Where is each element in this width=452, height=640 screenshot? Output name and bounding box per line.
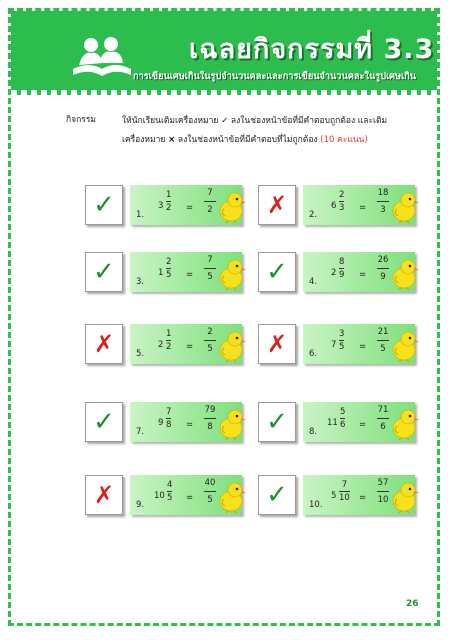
answer-mark-box[interactable] xyxy=(85,252,123,292)
fraction-numerator: 3 xyxy=(339,329,345,339)
equals-sign: = xyxy=(186,493,194,503)
equals-sign: = xyxy=(359,203,367,213)
fraction-bar xyxy=(339,491,350,492)
question-box xyxy=(303,402,415,442)
fraction-numerator: 2 xyxy=(207,327,213,337)
fraction-bar xyxy=(339,201,344,202)
cross-mark-icon: ✗ xyxy=(266,330,288,358)
fraction-bar xyxy=(377,491,389,492)
fraction-bar xyxy=(377,201,389,202)
fraction-denominator: 2 xyxy=(207,205,213,215)
question-number: 4. xyxy=(309,277,318,287)
answer-mark-box[interactable] xyxy=(258,324,296,364)
cross-mark-icon: ✗ xyxy=(266,191,288,219)
fraction-bar xyxy=(204,418,216,419)
check-mark-icon: ✓ xyxy=(93,257,115,287)
fraction-numerator: 5 xyxy=(340,407,346,417)
mixed-fraction xyxy=(167,480,172,503)
fraction-numerator: 57 xyxy=(377,478,389,488)
whole-number: 5 xyxy=(331,491,337,501)
question-number: 5. xyxy=(136,349,145,359)
mixed-fraction xyxy=(166,190,171,213)
fraction-denominator: 5 xyxy=(166,270,172,280)
equals-sign: = xyxy=(359,493,367,503)
check-mark-icon: ✓ xyxy=(93,407,115,437)
answer-mark-box[interactable] xyxy=(258,185,296,225)
improper-fraction xyxy=(377,188,389,215)
question-box xyxy=(303,475,415,515)
fraction-denominator: 9 xyxy=(339,270,345,280)
answer-mark-box[interactable] xyxy=(258,252,296,292)
improper-fraction xyxy=(377,327,389,354)
fraction-denominator: 8 xyxy=(166,420,172,430)
fraction-denominator: 10 xyxy=(377,495,389,505)
whole-number: 10 xyxy=(154,491,165,501)
chick-icon xyxy=(389,330,419,362)
fraction-bar xyxy=(166,418,171,419)
header-banner xyxy=(11,11,437,95)
exercise-item xyxy=(258,322,440,366)
improper-fraction xyxy=(377,255,389,282)
mixed-fraction xyxy=(339,257,344,280)
fraction-numerator: 18 xyxy=(377,188,389,198)
question-number: 9. xyxy=(136,500,145,510)
question-number: 6. xyxy=(309,349,318,359)
exercise-item xyxy=(85,250,267,294)
fraction-denominator: 5 xyxy=(167,493,173,503)
fraction-bar xyxy=(166,268,171,269)
fraction-bar xyxy=(340,418,345,419)
fraction-bar xyxy=(339,340,344,341)
fraction-bar xyxy=(377,268,389,269)
exercise-item xyxy=(85,183,267,227)
whole-number: 9 xyxy=(158,418,164,428)
fraction-numerator: 40 xyxy=(204,478,216,488)
whole-number: 3 xyxy=(158,201,164,211)
improper-fraction xyxy=(377,405,389,432)
instruction-line1-pre: ให้นักเรียนเติมเครื่องหมาย xyxy=(122,116,219,126)
instruction-line1-post: ลงในช่องหน้าข้อที่มีคำตอบถูกต้อง และเติม xyxy=(230,116,388,126)
fraction-numerator: 1 xyxy=(166,190,172,200)
banner-divider xyxy=(11,90,437,95)
improper-fraction xyxy=(204,478,216,505)
equals-sign: = xyxy=(359,342,367,352)
fraction-numerator: 2 xyxy=(166,257,172,267)
fraction-bar xyxy=(204,340,216,341)
improper-fraction xyxy=(204,327,216,354)
fraction-numerator: 8 xyxy=(339,257,345,267)
answer-mark-box[interactable] xyxy=(85,324,123,364)
equals-sign: = xyxy=(186,270,194,280)
fraction-bar xyxy=(204,491,216,492)
chick-icon xyxy=(389,258,419,290)
question-box xyxy=(130,475,242,515)
cross-mark-icon: ✗ xyxy=(93,330,115,358)
exercise-item xyxy=(85,400,267,444)
exercise-item xyxy=(85,322,267,366)
points-label: (10 คะแนน) xyxy=(320,135,368,145)
question-box xyxy=(303,324,415,364)
mixed-fraction xyxy=(339,329,344,352)
whole-number: 11 xyxy=(327,418,338,428)
question-number: 10. xyxy=(309,500,323,510)
fraction-denominator: 5 xyxy=(207,344,213,354)
fraction-denominator: 5 xyxy=(380,344,386,354)
page-number: 26 xyxy=(406,599,419,609)
question-number: 7. xyxy=(136,427,145,437)
fraction-numerator: 2 xyxy=(339,190,345,200)
mixed-fraction xyxy=(339,190,344,213)
question-box xyxy=(130,324,242,364)
exercise-item xyxy=(258,400,440,444)
chick-icon xyxy=(216,408,246,440)
fraction-denominator: 3 xyxy=(380,205,386,215)
fraction-denominator: 5 xyxy=(339,342,345,352)
fraction-denominator: 9 xyxy=(380,272,386,282)
fraction-numerator: 21 xyxy=(377,327,389,337)
improper-fraction xyxy=(204,188,216,215)
instruction-line2-pre: เครื่องหมาย xyxy=(122,135,166,145)
question-number: 2. xyxy=(309,210,318,220)
question-number: 3. xyxy=(136,277,145,287)
activity-label: กิจกรรม xyxy=(66,115,97,125)
whole-number: 2 xyxy=(331,268,337,278)
fraction-denominator: 5 xyxy=(207,272,213,282)
equals-sign: = xyxy=(359,420,367,430)
question-number: 1. xyxy=(136,210,145,220)
reading-kids-icon xyxy=(71,35,133,81)
answer-mark-box[interactable] xyxy=(258,402,296,442)
whole-number: 7 xyxy=(331,340,337,350)
instruction-text xyxy=(122,112,422,150)
question-box xyxy=(303,185,415,225)
question-number: 8. xyxy=(309,427,318,437)
answer-mark-box[interactable] xyxy=(85,185,123,225)
fraction-numerator: 79 xyxy=(204,405,216,415)
cross-icon: × xyxy=(168,135,176,145)
exercise-item xyxy=(258,250,440,294)
fraction-bar xyxy=(339,268,344,269)
fraction-bar xyxy=(204,201,216,202)
check-mark-icon: ✓ xyxy=(266,407,288,437)
improper-fraction xyxy=(204,405,216,432)
fraction-bar xyxy=(166,201,171,202)
improper-fraction xyxy=(204,255,216,282)
fraction-bar xyxy=(377,418,389,419)
page-border xyxy=(8,8,440,626)
fraction-denominator: 6 xyxy=(340,420,346,430)
question-box xyxy=(130,402,242,442)
mixed-fraction xyxy=(166,257,171,280)
instruction-line2-post: ลงในช่องหน้าข้อที่มีคำตอบที่ไม่ถูกต้อง xyxy=(177,135,318,145)
fraction-bar xyxy=(166,340,171,341)
exercise-item xyxy=(258,183,440,227)
answer-mark-box[interactable] xyxy=(85,475,123,515)
fraction-numerator: 7 xyxy=(207,255,213,265)
equals-sign: = xyxy=(186,203,194,213)
mixed-fraction xyxy=(339,480,350,503)
question-box xyxy=(130,252,242,292)
fraction-bar xyxy=(204,268,216,269)
exercise-item xyxy=(85,473,267,517)
chick-icon xyxy=(389,481,419,513)
fraction-numerator: 71 xyxy=(377,405,389,415)
question-box xyxy=(130,185,242,225)
fraction-denominator: 5 xyxy=(207,495,213,505)
exercise-item xyxy=(258,473,440,517)
fraction-numerator: 7 xyxy=(207,188,213,198)
fraction-numerator: 7 xyxy=(166,407,172,417)
fraction-numerator: 4 xyxy=(167,480,173,490)
fraction-bar xyxy=(167,491,172,492)
fraction-denominator: 2 xyxy=(166,203,172,213)
question-box xyxy=(303,252,415,292)
fraction-denominator: 10 xyxy=(339,493,350,503)
check-icon: ✓ xyxy=(221,116,229,126)
chick-icon xyxy=(389,191,419,223)
cross-mark-icon: ✗ xyxy=(93,481,115,509)
equals-sign: = xyxy=(359,270,367,280)
chick-icon xyxy=(216,191,246,223)
fraction-denominator: 3 xyxy=(339,203,345,213)
fraction-bar xyxy=(377,340,389,341)
fraction-numerator: 26 xyxy=(377,255,389,265)
chick-icon xyxy=(216,258,246,290)
answer-mark-box[interactable] xyxy=(85,402,123,442)
page-title: เฉลยกิจกรรมที่ 3.3 xyxy=(189,34,435,65)
mixed-fraction xyxy=(166,329,171,352)
check-mark-icon: ✓ xyxy=(266,480,288,510)
fraction-denominator: 6 xyxy=(380,422,386,432)
check-mark-icon: ✓ xyxy=(266,257,288,287)
fraction-denominator: 2 xyxy=(166,342,172,352)
mixed-fraction xyxy=(340,407,345,430)
improper-fraction xyxy=(377,478,389,505)
fraction-numerator: 1 xyxy=(166,329,172,339)
equals-sign: = xyxy=(186,420,194,430)
fraction-denominator: 8 xyxy=(207,422,213,432)
check-mark-icon: ✓ xyxy=(93,190,115,220)
answer-mark-box[interactable] xyxy=(258,475,296,515)
whole-number: 6 xyxy=(331,201,337,211)
fraction-numerator: 7 xyxy=(341,480,348,490)
page-subtitle: การเขียนเศษเกินในรูปจำนวนคละและการเขียนจำนวนคละในรูปเศษเกิน xyxy=(133,71,417,82)
equals-sign: = xyxy=(186,342,194,352)
whole-number: 1 xyxy=(158,268,164,278)
chick-icon xyxy=(216,330,246,362)
mixed-fraction xyxy=(166,407,171,430)
whole-number: 2 xyxy=(158,340,164,350)
chick-icon xyxy=(389,408,419,440)
chick-icon xyxy=(216,481,246,513)
